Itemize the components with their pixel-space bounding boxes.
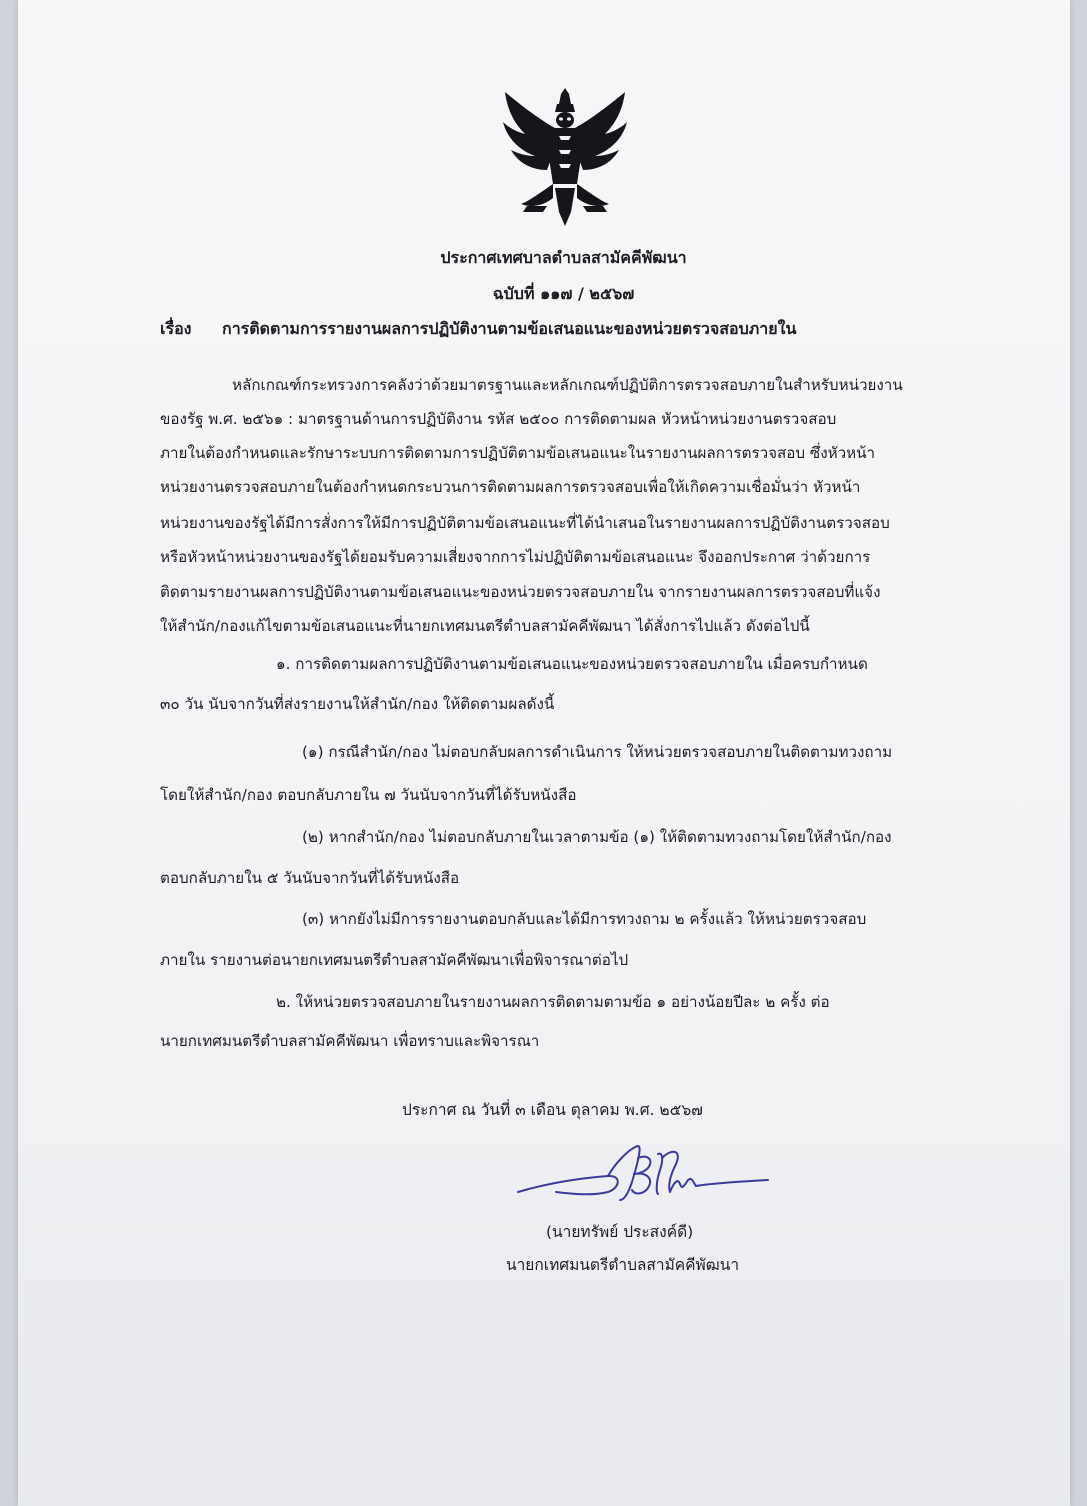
announcement-date: ประกาศ ณ วันที่ ๓ เดือน ตุลาคม พ.ศ. ๒๕๖๗ (402, 1101, 703, 1119)
clause-1-item-2: (๒) หากสำนัก/กอง ไม่ตอบกลับภายในเวลาตามข้อ (๑) ให้ติดตามทวงถามโดยให้สำนัก/กอง (302, 828, 892, 846)
body-line: ของรัฐ พ.ศ. ๒๕๖๑ : มาตรฐานด้านการปฏิบัติงาน รหัส ๒๕๐๐ การติดตามผล หัวหน้าหน่วยงานตรวจสอบ (160, 410, 837, 428)
subject-label: เรื่อง (160, 319, 192, 338)
clause-1: ๑. การติดตามผลการปฏิบัติงานตามข้อเสนอแนะของหน่วยตรวจสอบภายใน เมื่อครบกำหนด (276, 655, 868, 673)
subject-line (160, 317, 980, 342)
signer-title: นายกเทศมนตรีตำบลสามัคคีพัฒนา (506, 1256, 740, 1274)
clause-1-continued: ๓๐ วัน นับจากวันที่ส่งรายงานให้สำนัก/กอง ให้ติดตามผลดังนี้ (160, 695, 555, 713)
subject-text: การติดตามการรายงานผลการปฏิบัติงานตามข้อเสนอแนะของหน่วยตรวจสอบภายใน (222, 319, 797, 338)
clause-1-item-3: (๓) หากยังไม่มีการรายงานตอบกลับและได้มีการทวงถาม ๒ ครั้งแล้ว ให้หน่วยตรวจสอบ (302, 910, 867, 928)
body-line: หรือหัวหน้าหน่วยงานของรัฐได้ยอมรับความเสี่ยงจากการไม่ปฏิบัติตามข้อเสนอแนะ จึงออกประกาศ ว่าด้วยการ (160, 548, 871, 566)
body-line: ให้สำนัก/กองแก้ไขตามข้อเสนอแนะที่นายกเทศมนตรีตำบลสามัคคีพัฒนา ได้สั่งการไปแล้ว ดังต่อไปนี้ (160, 617, 810, 635)
clause-2-continued: นายกเทศมนตรีตำบลสามัคคีพัฒนา เพื่อทราบและพิจารณา (160, 1032, 540, 1050)
body-line: หน่วยงานตรวจสอบภายในต้องกำหนดกระบวนการติดตามผลการตรวจสอบเพื่อให้เกิดความเชื่อมั่นว่า หัวหน้า (160, 478, 861, 496)
clause-2: ๒. ให้หน่วยตรวจสอบภายในรายงานผลการติดตามตามข้อ ๑ อย่างน้อยปีละ ๒ ครั้ง ต่อ (276, 993, 830, 1011)
announcement-number: ฉบับที่ ๑๑๗ / ๒๕๖๗ (492, 284, 635, 303)
announcement-title: ประกาศเทศบาลตำบลสามัคคีพัฒนา (440, 248, 687, 267)
body-line: ภายในต้องกำหนดและรักษาระบบการติดตามการปฏิบัติตามข้อเสนอแนะในรายงานผลการตรวจสอบ ซึ่งหัวหน้า (160, 444, 876, 462)
clause-1-item-2-continued: ตอบกลับภายใน ๕ วันนับจากวันที่ได้รับหนังสือ (160, 869, 460, 887)
clause-1-item-1: (๑) กรณีสำนัก/กอง ไม่ตอบกลับผลการดำเนินการ ให้หน่วยตรวจสอบภายในติดตามทวงถาม (302, 743, 893, 761)
signer-name: (นายทรัพย์ ประสงค์ดี) (546, 1223, 694, 1241)
handwritten-signature-icon (512, 1138, 772, 1218)
body-line: หน่วยงานของรัฐได้มีการสั่งการให้มีการปฏิบัติตามข้อเสนอแนะที่ได้นำเสนอในรายงานผลการปฏิบัติงานตรวจสอบ (160, 514, 890, 532)
clause-1-item-1-continued: โดยให้สำนัก/กอง ตอบกลับภายใน ๗ วันนับจากวันที่ได้รับหนังสือ (160, 786, 577, 804)
garuda-emblem-icon (497, 88, 633, 228)
clause-1-item-3-continued: ภายใน รายงานต่อนายกเทศมนตรีตำบลสามัคคีพัฒนาเพื่อพิจารณาต่อไป (160, 951, 629, 969)
body-line: หลักเกณฑ์กระทรวงการคลังว่าด้วยมาตรฐานและหลักเกณฑ์ปฏิบัติการตรวจสอบภายในสำหรับหน่วยงาน (232, 376, 903, 394)
body-line: ติดตามรายงานผลการปฏิบัติงานตามข้อเสนอแนะของหน่วยตรวจสอบภายใน จากรายงานผลการตรวจสอบที่แจ้ง (160, 583, 881, 601)
